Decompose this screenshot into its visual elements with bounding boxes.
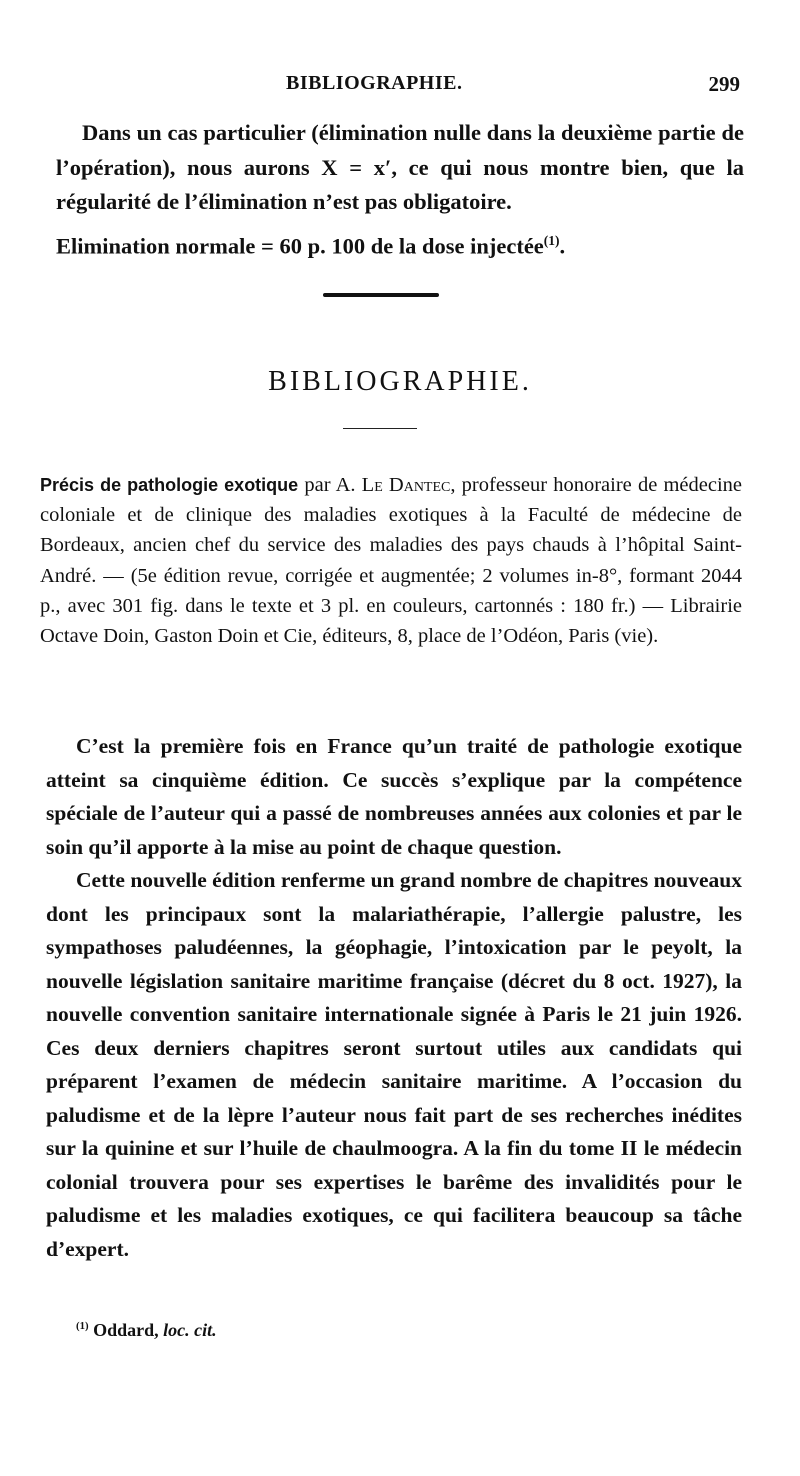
review-text	[46, 730, 742, 1266]
book-title: Précis de pathologie exotique	[40, 475, 299, 495]
review-paragraph-1: C’est la première fois en France qu’un traité de pathologie exotique atteint sa cinquième édition. Ce succès s’explique par la compétence spéciale de l’auteur qui a passé de nombreuses années aux colonies et par le soin qu’il apporte à la mise au point de chaque question.	[46, 734, 742, 859]
footnote-author: Oddard,	[93, 1320, 159, 1340]
section-divider-rule	[323, 293, 439, 297]
section-title: BIBLIOGRAPHIE.	[268, 366, 532, 397]
by-label: par A.	[304, 474, 356, 496]
book-details: , professeur honoraire de médecine coloniale et de clinique des maladies exotiques à la Faculté de médecine de Bordeaux, ancien chef du service des maladies des pays chauds à l’hôpital Saint-André. — (5e édition revue, corrigée et augmentée; 2 volumes in-8°, formant 2044 p., avec 301 fig. dans le texte et 3 pl. en couleurs, cartonnés : 180 fr.) — Librairie Octave Doin, Gaston Doin et Cie, éditeurs, 8, place de l’Odéon, Paris (vie).	[40, 474, 742, 648]
title-underline-rule	[343, 428, 417, 429]
running-head-title: BIBLIOGRAPHIE.	[286, 72, 463, 94]
footnote-marker: (1)	[76, 1320, 89, 1332]
top-text	[56, 116, 744, 264]
bibliography-entry	[40, 470, 742, 651]
top-paragraph-1: Dans un cas particulier (élimination nulle dans la deuxième partie de l’opération), nous aurons X = x′, ce qui nous montre bien, que la régularité de l’élimination n’est pas obligatoire.	[56, 120, 744, 214]
top-paragraph-2: Elimination normale = 60 p. 100 de la dose injectée$^{(1)}$.	[56, 232, 566, 258]
review-paragraph-2: Cette nouvelle édition renferme un grand nombre de chapitres nouveaux dont les principaux sont la malariathérapie, l’allergie palustre, les sympathoses paludéennes, la géophagie, l’intoxication par le peyolt, la nouvelle législation sanitaire maritime française (décret du 8 oct. 1927), la nouvelle convention sanitaire internationale signée à Paris le 21 juin 1926. Ces deux derniers chapitres seront surtout utiles aux candidats qui préparent l’examen de médecin sanitaire maritime. A l’occasion du paludisme et de la lèpre l’auteur nous fait part de ses recherches inédites sur la quinine et sur l’huile de chaulmoogra. A la fin du tome II le médecin colonial trouvera pour ses expertises le barême des invalidités pour le paludisme et les maladies exotiques, ce qui facilitera beaucoup sa tâche d’expert.	[46, 868, 742, 1261]
footnote	[76, 1320, 217, 1341]
running-head	[56, 72, 740, 102]
elimination-formula: Elimination normale = 60 p. 100 de la dose injectée	[56, 233, 544, 258]
book-author: Le Dantec	[361, 474, 451, 496]
footnote-ref: (1)	[543, 232, 560, 248]
page-number: 299	[708, 72, 740, 96]
footnote-reference: loc. cit.	[163, 1320, 217, 1340]
